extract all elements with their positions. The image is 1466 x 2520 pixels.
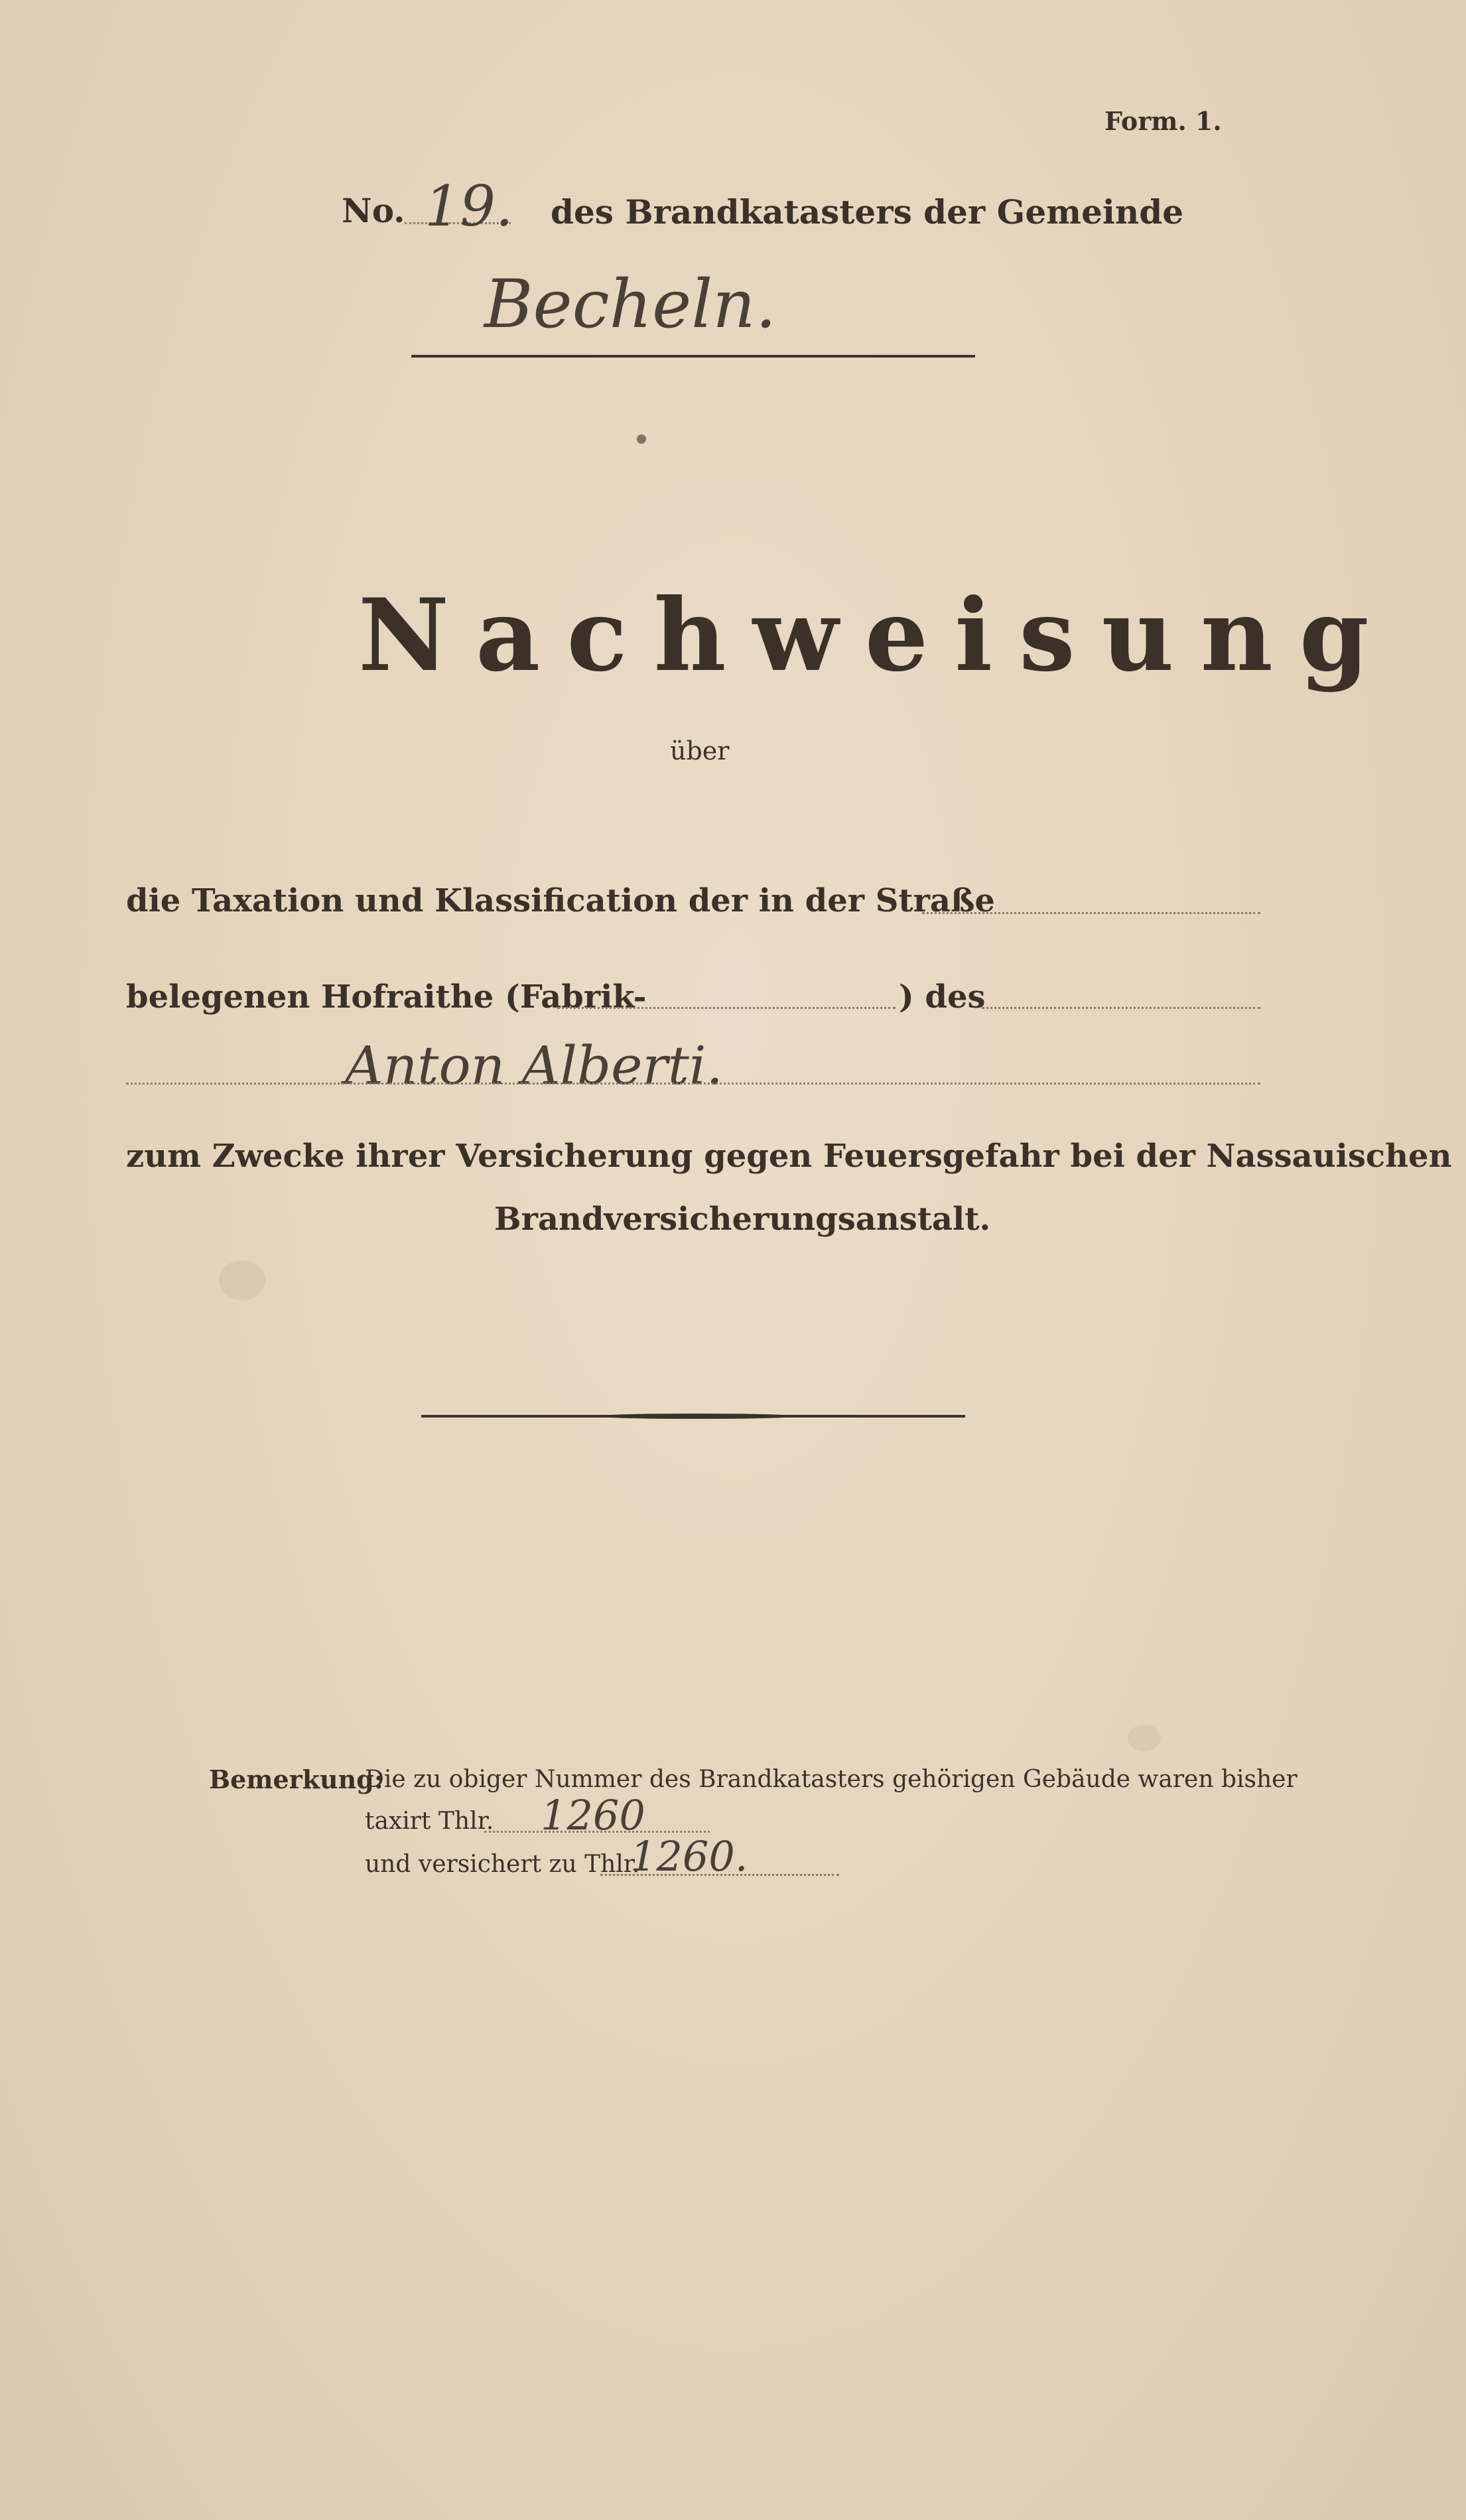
number-label: No.: [342, 191, 405, 230]
body-line-1: die Taxation und Klassification der in der Straße: [126, 882, 995, 919]
body-line-2b: ) des: [899, 978, 986, 1016]
body-line-3: zum Zwecke ihrer Versicherung gegen Feuersgefahr bei der Nassauischen: [126, 1138, 1452, 1175]
taxed-value: 1260: [541, 1791, 645, 1839]
insured-label: und versichert zu Thlr.: [365, 1851, 640, 1878]
number-value: 19.: [425, 174, 513, 239]
ink-dot: [637, 434, 646, 444]
paper-stain: [1128, 1725, 1161, 1751]
body-line-2a: belegenen Hofraithe (Fabrik-: [126, 978, 647, 1016]
remark-label: Bemerkung:: [209, 1764, 383, 1794]
municipality-underline: [411, 355, 975, 358]
municipality-name: Becheln.: [484, 265, 777, 343]
body-line-4: Brandversicherungsanstalt.: [494, 1201, 991, 1238]
street-dotted-line: [922, 912, 1260, 914]
owner-prefix-dotted-line: [982, 1007, 1260, 1009]
document-subtitle: über: [670, 736, 730, 765]
factory-dotted-line: [557, 1007, 896, 1009]
divider-swell: [597, 1414, 796, 1419]
owner-name: Anton Alberti.: [345, 1035, 723, 1096]
insured-value: 1260.: [630, 1832, 748, 1881]
taxed-label: taxirt Thlr.: [365, 1808, 494, 1835]
cadastre-text: des Brandkatasters der Gemeinde: [551, 192, 1184, 232]
form-label: Form. 1.: [1104, 106, 1222, 136]
remark-text: Die zu obiger Nummer des Brandkatasters gehörigen Gebäude waren bisher: [365, 1766, 1298, 1793]
owner-dotted-line: [126, 1083, 1260, 1085]
document-title: Nachweisung: [358, 577, 1396, 694]
paper-stain: [219, 1260, 265, 1300]
